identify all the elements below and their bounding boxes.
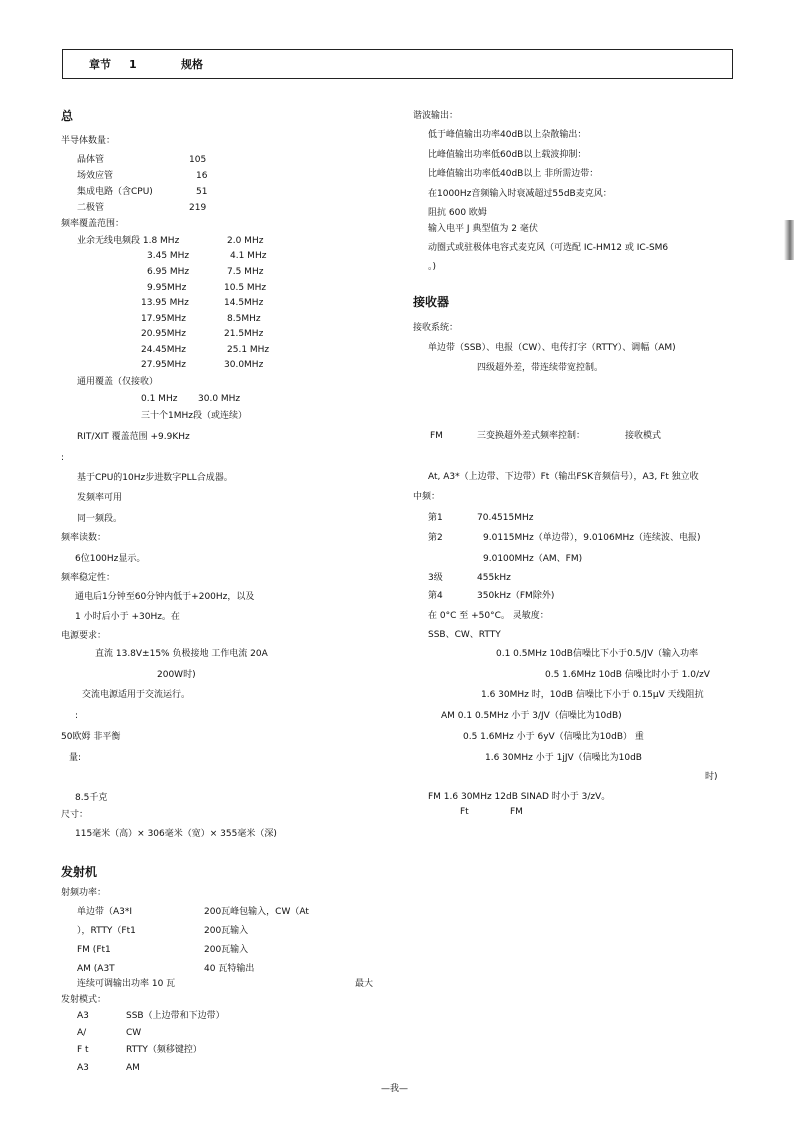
rf-power-value: 200瓦输入 [204,926,249,936]
ft-label: Ft [460,807,469,817]
section-heading-general: 总 [61,109,74,123]
band-from: 20.95MHz [141,329,187,339]
chapter-label: 章节 [89,58,111,71]
emission-code: A3 [77,1011,89,1021]
band-from: 13.95 MHz [141,298,189,308]
rf-power-value: 200瓦输入 [204,945,249,955]
band-to: 25.1 MHz [227,345,270,355]
sensitivity-line: AM 0.1 0.5MHz 小于 3/JV（信噪比为10dB) [441,711,622,721]
dimensions-label: 尺寸： [61,810,89,820]
scan-edge-mark [784,220,794,260]
sensitivity-line: 0.5 1.6MHz 小于 6yV（信噪比为10dB） 重 [463,732,644,742]
power-line: 200W时) [157,670,196,680]
fm-description: 三变换超外差式频率控制： [477,431,586,441]
semiconductor-count: 51 [196,187,208,197]
semiconductor-name: 场效应管 [77,171,114,181]
section-heading-receiver: 接收器 [413,295,450,309]
receiver-system-line: 单边带（SSB）、电报（CW）、电传打字（RTTY）、调幅（AM) [428,343,676,353]
rf-power-mode: 单边带（A3*I [77,907,133,917]
rit-xit-range: RIT/XIT 覆盖范围 +9.9KHz [77,432,190,442]
temperature-sensitivity-line: 在 0°C 至 +50°C。 灵敏度： [428,611,549,621]
if-label: 中频： [413,492,441,502]
pll-description: 同一频段。 [77,514,123,524]
fm-code: FM [430,431,443,441]
emission-desc: AM [126,1063,140,1073]
semiconductor-name: 二极管 [77,203,105,213]
emission-desc: RTTY（频移键控） [126,1045,202,1055]
readout-value: 6位100Hz显示。 [75,554,146,564]
colon-marker: : [61,453,65,463]
pll-description: 基于CPU的10Hz步进数字PLL合成器。 [77,473,233,483]
max-label: 最大 [355,979,374,989]
band-from: 17.95MHz [141,314,187,324]
general-coverage-segments: 三十个1MHz段（或连续） [141,411,247,421]
harmonic-line: 在1000Hz音频输入时衰减超过55dB麦克风： [428,189,612,199]
harmonic-line: 。) [428,262,437,272]
continuous-output: 连续可调输出功率 10 瓦 [77,979,176,989]
emission-code: A3 [77,1063,89,1073]
harmonic-line: 比峰值输出功率低40dB以上 非所需边带： [428,169,599,179]
sensitivity-line: 1.6 30MHz 时，10dB 信噪比下小于 0.15μV 天线阻抗 [481,690,704,700]
amateur-band-label: 业余无线电频段 1.8 MHz [77,236,180,246]
weight-label: 量: [69,753,82,763]
band-from: 3.45 MHz [147,251,190,261]
semiconductor-name: 集成电路（含CPU) [77,187,153,197]
harmonic-line: 输入电平 J 典型值为 2 毫伏 [428,224,538,234]
if-stage-value: 350kHz（FM除外) [477,591,555,601]
receiver-system-line: 四级超外差，带连续带宽控制。 [477,363,604,373]
harmonic-label: 谐波输出： [413,111,459,121]
band-from: 9.95MHz [147,283,187,293]
rf-power-value: 40 瓦特输出 [204,964,255,974]
chapter-title: 规格 [181,58,203,71]
power-line: 交流电源适用于交流运行。 [82,690,191,700]
band-from: 24.45MHz [141,345,187,355]
power-label: 电源要求： [61,631,107,641]
general-coverage-to: 30.0 MHz [198,394,241,404]
band-to: 4.1 MHz [230,251,267,261]
fm-sensitivity: FM 1.6 30MHz 12dB SINAD 时小于 3/zV。 [428,792,611,802]
stability-line: 通电后1分钟至60分钟内低于+200Hz，以及 [75,592,255,602]
rf-power-mode: AM (A3T [77,964,115,974]
band-from: 27.95MHz [141,360,187,370]
pll-description: 发频率可用 [77,493,123,503]
sensitivity-line: 1.6 30MHz 小于 1jJV（信噪比为10dB [485,753,642,763]
power-line: 直流 13.8V±15% 负极接地 工作电流 20A [95,649,268,659]
if-stage-value: 70.4515MHz [477,513,534,523]
if-stage-name: 第1 [428,513,443,523]
emission-desc: SSB（上边带和下边带） [126,1011,225,1021]
chapter-header-box [62,49,733,79]
harmonic-line: 比峰值输出功率低60dB以上载波抑制： [428,150,587,160]
freq-coverage-label: 频率覆盖范围： [61,219,125,229]
semiconductor-count: 16 [196,171,208,181]
band-to: 7.5 MHz [227,267,264,277]
weight-value: 8.5千克 [75,793,108,803]
semiconductor-count: 105 [189,155,207,165]
antenna-impedance: 50欧姆 非平衡 [61,732,121,742]
sensitivity-line: 时) [705,772,718,782]
semiconductors-label: 半导体数量： [61,136,116,146]
stability-line: 1 小时后小于 +30Hz。在 [75,612,180,622]
if-stage-value: 455kHz [477,573,511,583]
section-heading-transmitter: 发射机 [61,865,98,879]
page-number: —我— [381,1084,409,1094]
harmonic-line: 低于峰值输出功率40dB以上杂散输出： [428,130,587,140]
readout-label: 频率读数： [61,533,107,543]
chapter-number: 1 [129,58,137,71]
sensitivity-modes: SSB、CW、RTTY [428,630,501,640]
semiconductor-count: 219 [189,203,207,213]
if-stage-name: 3级 [428,573,443,583]
dimensions-value: 115毫米（高）× 306毫米（宽）× 355毫米（深) [75,829,277,839]
emission-code: F t [77,1045,89,1055]
band-from: 6.95 MHz [147,267,190,277]
emission-label: 发射模式： [61,995,107,1005]
harmonic-line: 动圈式或驻极体电容式麦克风（可选配 IC-HM12 或 IC-SM6 [428,243,669,253]
band-to: 2.0 MHz [227,236,264,246]
band-to: 21.5MHz [224,329,264,339]
if-stage-name: 第4 [428,591,443,601]
rf-power-label: 射频功率： [61,888,107,898]
rf-power-value: 200瓦峰包输入，CW（At [204,907,309,917]
fm-label: FM [510,807,523,817]
sensitivity-line: 0.1 0.5MHz 10dB信噪比下小于0.5/JV（输入功率 [496,649,699,659]
fm-mode-label: 接收模式 [625,431,662,441]
rf-power-mode: ），RTTY（Ft1 [77,926,136,936]
emission-desc: CW [126,1028,142,1038]
harmonic-line: 阻抗 600 欧姆 [428,208,487,218]
band-to: 10.5 MHz [224,283,267,293]
sensitivity-line: 0.5 1.6MHz 10dB 信噪比时小于 1.0/zV [545,670,710,680]
if-stage-name: 第2 [428,533,443,543]
receiver-system-label: 接收系统： [413,323,459,333]
rf-power-mode: FM (Ft1 [77,945,111,955]
general-coverage-from: 0.1 MHz [141,394,178,404]
band-to: 14.5MHz [224,298,264,308]
if-stage-value: 9.0115MHz（单边带），9.0106MHz（连续波、电报) [483,533,701,543]
if-stage-value: 9.0100MHz（AM、FM) [483,554,583,564]
band-to: 8.5MHz [227,314,261,324]
stability-label: 频率稳定性： [61,573,116,583]
colon-marker: : [75,711,79,721]
general-coverage-label: 通用覆盖（仅接收） [77,377,159,387]
emission-code: A/ [77,1028,87,1038]
band-to: 30.0MHz [224,360,264,370]
receive-modes-line: At, A3*（上边带、下边带）Ft（输出FSK音频信号），A3, Ft 独立收 [428,472,699,482]
semiconductor-name: 晶体管 [77,155,105,165]
